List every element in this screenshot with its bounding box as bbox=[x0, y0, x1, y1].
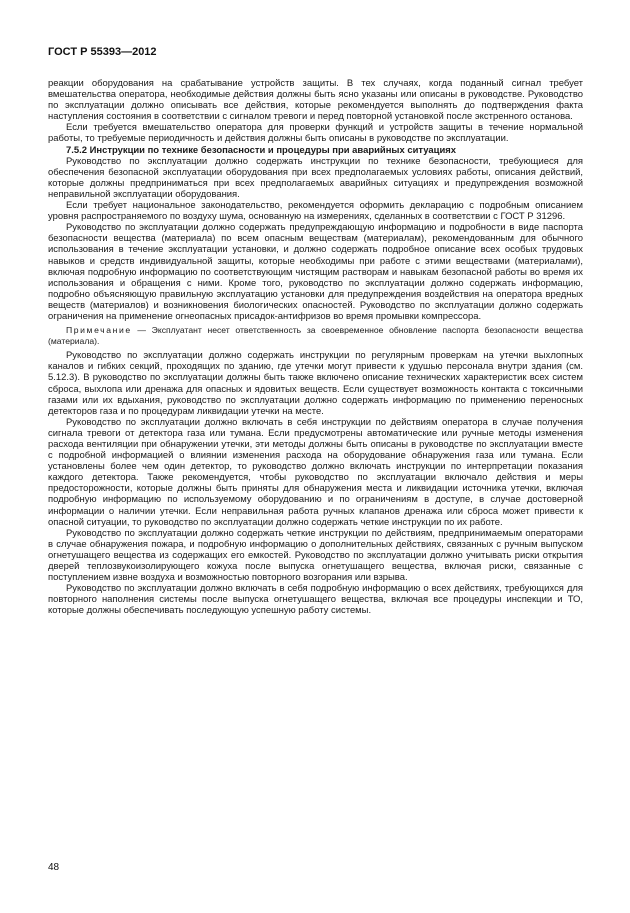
paragraph: Руководство по эксплуатации должно содержать предупреждающую информацию и подробности в виде паспорта безопасности вещества (материала) по всем опасным веществам (материалам), рекомендованным для обычного использования в течение эксплуатации установки, и должно содержать подробное описание всех особых трудовых навыков и средств индивидуальной защиты, которые необходимы при работе с этими веществами (материалами), включая подробную информацию по соответствующим чистящим растворам и навыкам безопасной работы во время их использования и обращения с ними. Кроме того, руководство по эксплуатации должно содержать информацию, подробно объясняющую правильную эксплуатацию установки для предупреждения воздействия на оператора вредных веществ (материалов) и возникновения биологических опасностей. Руководство по эксплуатации должно содержать ограничения на применение огнеопасных присадок-антифризов во время промывки компрессора. bbox=[48, 222, 583, 322]
paragraph: реакции оборудования на срабатывание устройств защиты. В тех случаях, когда поданный сигнал требует вмешательства оператора, необходимые действия должны быть ясно указаны или описаны в руководстве. Руководство по эксплуатации должно описывать все действия, которые рекомендуется выполнять до подтверждения факта наступления состояния в соответствии с сигналом тревоги и перед повторной установкой после экстренного останова. bbox=[48, 78, 583, 123]
page-number: 48 bbox=[48, 862, 60, 873]
note-text: — Эксплуатант несет ответственность за своевременное обновление паспорта безопасности вещества (материала). bbox=[48, 325, 583, 346]
paragraph: Руководство по эксплуатации должно включать в себя подробную информацию о всех действиях, требующихся для повторного наполнения системы после выпуска огнетушащего вещества, включая все процедуры инспекции и ТО, которые должны обеспечивать последующую успешную работу системы. bbox=[48, 583, 583, 617]
note bbox=[48, 325, 583, 346]
note-label: Примечание bbox=[66, 325, 132, 336]
paragraph: Руководство по эксплуатации должно содержать инструкции по регулярным проверкам на утечки выхлопных каналов и гибких секций, проходящих по зданию, где утечки могут привести к удушью персонала внутри здания (см. 5.12.3). В руководство по эксплуатации должны быть также включено описание технических характеристик всех систем сброса, выхлопа или дренажа для опасных и ядовитых веществ. Если существует возможность контакта с токсичными газами или их вдыхания, руководство по эксплуатации должно содержать информацию по применению переносных детекторов газа и по процедурам ликвидации утечки на месте. bbox=[48, 350, 583, 417]
paragraph: Руководство по эксплуатации должно включать в себя инструкции по действиям оператора в случае получения сигнала тревоги от детектора газа или тумана. Если предусмотрены автоматические или ручные методы изменения расхода вентиляции при обнаружении утечки, эти методы должны быть описаны в руководстве по эксплуатации вместе с подробной информацией о влиянии изменения расхода на оборудование обнаружения газа или тумана. Если установлены более чем один детектор, то руководство должно включать инструкции по интерпретации показания каждого детектора. Также рекомендуется, чтобы руководство по эксплуатации включало действия и меры предосторожности, которые должны быть приняты для обнаружения места и ликвидации источника утечки, включая подробную информацию по используемому оборудованию и по ограничениям в доступе, в случае достоверной информации о наличии утечки. Если неправильная работа ручных клапанов дренажа или сброса может привести к опасной ситуации, то руководство по эксплуатации должно содержать четкие инструкции по их работе. bbox=[48, 416, 583, 528]
paragraph: Если требуется вмешательство оператора для проверки функций и устройств защиты в течение нормальной работы, то требуемые периодичность и действия должны быть описаны в руководстве по эксплуатации. bbox=[48, 122, 583, 145]
paragraph: Руководство по эксплуатации должно содержать четкие инструкции по действиям, предпринимаемым операторами в случае обнаружения пожара, и подробную информацию о дополнительных действиях, связанных с ручным выпуском огнетушащего вещества из содержащих его емкостей. Руководство по эксплуатации должно учитывать риски открытия дверей теплозвукоизолирующего кожуха после выпуска огнетушащего вещества, включая риски, связанные с поступлением извне воздуха и возможностью повторного возгорания или взрыва. bbox=[48, 527, 583, 584]
paragraph: Руководство по эксплуатации должно содержать инструкции по технике безопасности, требующиеся для обеспечения безопасной эксплуатации оборудования при всех предполагаемых условиях работы, описания действий, которые должны предприниматься при всех предполагаемых аварийных ситуациях и предупреждения возможной неправильной эксплуатации оборудования. bbox=[48, 155, 583, 200]
standard-header: ГОСТ Р 55393—2012 bbox=[48, 46, 157, 58]
section-heading: 7.5.2 Инструкции по технике безопасности и процедуры при аварийных ситуациях bbox=[66, 144, 456, 156]
body-text bbox=[48, 78, 583, 617]
paragraph: Если требует национальное законодательство, рекомендуется оформить декларацию с подробным описанием уровня распространяемого по воздуху шума, основанную на измерениях, сделанных в соответствии с ГОСТ Р 31296. bbox=[48, 200, 583, 223]
